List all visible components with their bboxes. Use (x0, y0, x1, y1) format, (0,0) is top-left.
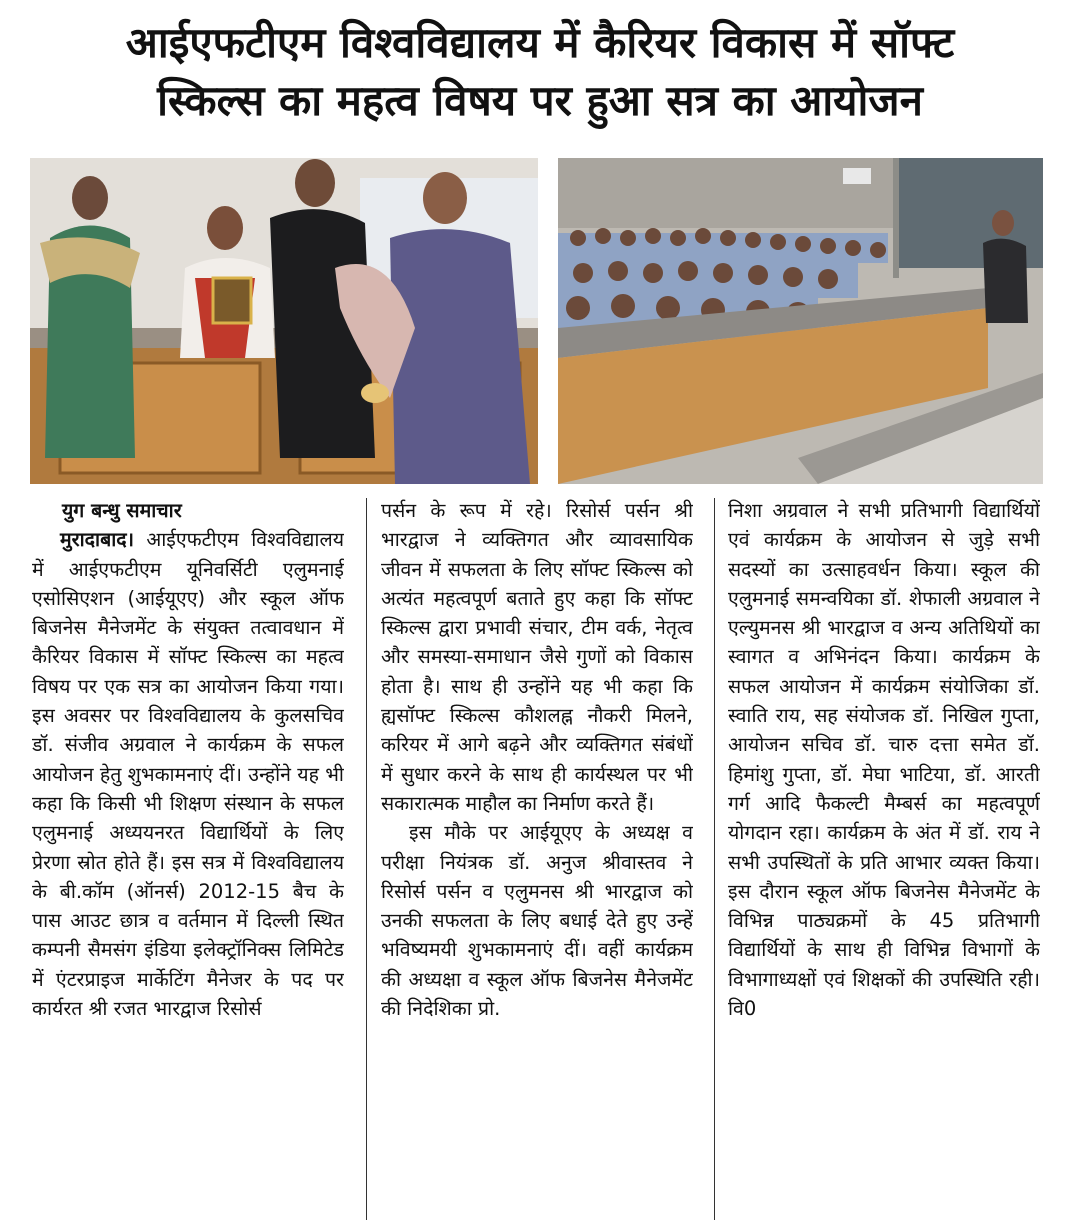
article-col1-text: आईएफटीएम विश्वविद्यालय में आईएफटीएम यूनिवर्सिटी एलुमनाई एसोसिएशन (आईयूएए) और स्कूल ऑफ बिजनेस मैनेजमेंट के संयुक्त तत्वावधान में कैरियर विकास में सॉफ्ट स्किल्स का महत्व विषय पर एक सत्र का आयोजन किया गया। इस अवसर पर विश्वविद्यालय के कुलसचिव डॉ. संजीव अग्रवाल ने कार्यक्रम के सफल आयोजन हेतु शुभकामनाएं दीं। उन्होंने यह भी कहा कि किसी भी शिक्षण संस्थान के सफल एलुमनाई अध्ययनरत विद्यार्थियों के लिए प्रेरणा स्रोत होते हैं। इस सत्र में विश्वविद्यालय के बी.कॉम (ऑनर्स) 2012-15 बैच के पास आउट छात्र व वर्तमान में दिल्ली स्थित कम्पनी सैमसंग इंडिया इलेक्ट्रॉनिक्स लिमिटेड में एंटरप्राइज मार्केटिंग मैनेजर के पद पर कार्यरत श्री रजत भारद्वाज रिसोर्स (32, 528, 344, 1021)
byline: युग बन्धु समाचार (62, 499, 182, 522)
article-col2-paragraph-2: इस मौके पर आईयूएए के अध्यक्ष व परीक्षा नियंत्रक डॉ. अनुज श्रीवास्तव ने रिसोर्स पर्सन व एलुमनस श्री भारद्वाज को उनकी सफलता के लिए बधाई देते हुए उन्हें भविष्यमयी शुभकामनाएं दीं। वहीं कार्यक्रम की अध्यक्षा व स्कूल ऑफ बिजनेस मैनेजमेंट की निदेशिका प्रो. (381, 821, 693, 1021)
headline-line-2: स्किल्स का महत्व विषय पर हुआ सत्र का आयोजन (157, 76, 923, 125)
headline (0, 14, 1080, 130)
article-column-2 (381, 496, 693, 1220)
article-paragraph-1 (32, 525, 344, 1023)
column-rule-1 (366, 498, 367, 1220)
article-column-1 (32, 496, 344, 1220)
photo-classroom-session (558, 158, 1043, 484)
headline-line-1: आईएफटीएम विश्वविद्यालय में कैरियर विकास में सॉफ्ट (125, 18, 955, 67)
article-col3-paragraph: निशा अग्रवाल ने सभी प्रतिभागी विद्यार्थियों एवं कार्यक्रम के आयोजन से जुड़े सभी सदस्यों का उत्साहवर्धन किया। स्कूल की एलुमनाई समन्वयिका डॉ. शेफाली अग्रवाल ने एल्युमनस श्री भारद्वाज व अन्य अतिथियों का स्वागत व अभिनंदन किया। कार्यक्रम के सफल आयोजन में कार्यक्रम संयोजिका डॉ. स्वाति राय, सह संयोजक डॉ. निखिल गुप्ता, आयोजन सचिव डॉ. चारु दत्ता समेत डॉ. हिमांशु गुप्ता, डॉ. मेघा भाटिया, डॉ. आरती गर्ग आदि फैकल्टी मैम्बर्स का महत्वपूर्ण योगदान रहा। कार्यक्रम के अंत में डॉ. राय ने सभी उपस्थितों के प्रति आभार व्यक्त किया। इस दौरान स्कूल ऑफ बिजनेस मैनेजमेंट के विभिन्न पाठ्यक्रमों के 45 प्रतिभागी विद्यार्थियों के साथ ही विभिन्न विभागों के विभागाध्यक्षों एवं शिक्षकों की उपस्थिति रही। वि0 (728, 499, 1040, 1021)
photo-award-presentation-image (30, 158, 538, 484)
article-col2-paragraph-1: पर्सन के रूप में रहे। रिसोर्स पर्सन श्री भारद्वाज ने व्यक्तिगत और व्यावसायिक जीवन में सफलता के लिए सॉफ्ट स्किल्स को अत्यंत महत्वपूर्ण बताते हुए कहा कि सॉफ्ट स्किल्स द्वारा प्रभावी संचार, टीम वर्क, नेतृत्व और समस्या-समाधान जैसे गुणों को विकास होता है। साथ ही उन्होंने यह भी कहा कि ह्यसॉफ्ट स्किल्स कौशलह्न नौकरी मिलने, करियर में आगे बढ़ने और व्यक्तिगत संबंधों में सुधार करने के साथ ही कार्यस्थल पर भी सकारात्मक माहौल का निर्माण करते हैं। (381, 499, 693, 815)
article-column-3 (728, 496, 1040, 1220)
dateline: मुरादाबाद। (60, 528, 135, 552)
photo-award-presentation (30, 158, 538, 484)
column-rule-2 (714, 498, 715, 1220)
photo-classroom-session-image (558, 158, 1043, 484)
